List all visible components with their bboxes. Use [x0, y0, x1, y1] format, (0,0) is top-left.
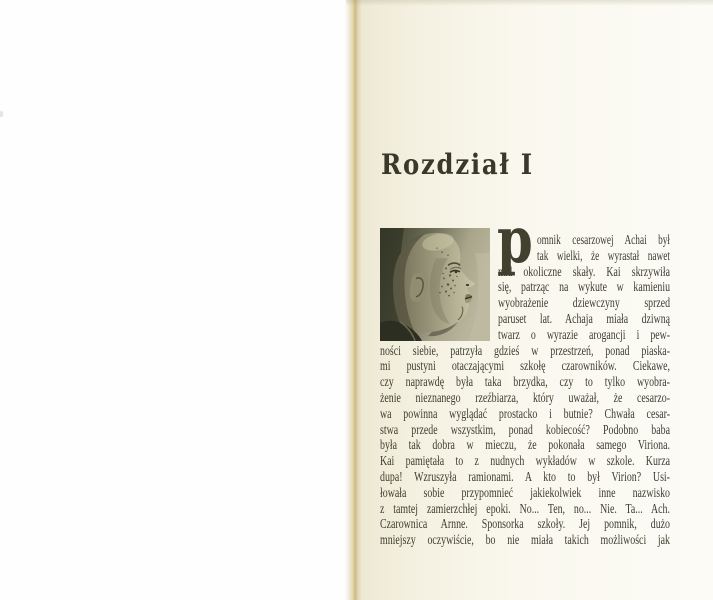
text-line: wyobrażenie dziewczyny sprzed — [498, 296, 670, 312]
text-line: mi pustyni otaczającymi szkołę czarowników. Ciekawe, — [380, 359, 670, 375]
text-block-full-width — [380, 344, 670, 549]
scan-artifact-speck — [0, 111, 3, 117]
iris — [455, 271, 458, 274]
text-line: dupa! Wzruszyła ramionami. A kto to był Virion? Usi- — [380, 469, 670, 485]
text-line: czy naprawdę była taka brzydka, czy to tylko wyobra- — [380, 375, 670, 391]
portrait-svg — [380, 228, 490, 341]
text-line: żenie nieznanego rzeźbiarza, który uważał, że cesarzo- — [380, 390, 670, 406]
text-line: stwa przede wszystkim, ponad kobiecość? Podobno baba — [380, 422, 670, 438]
text-line: łowała sobie przypomnieć jakiekolwiek inne nazwisko — [380, 485, 670, 501]
text-block-beside-dropcap — [537, 233, 670, 265]
dropcap-letter: p — [497, 203, 533, 278]
text-line: się, patrząc na wykute w kamieniu — [498, 280, 670, 296]
book-spine-page-edge — [344, 0, 362, 600]
text-line: ności siebie, patrzyła gdzieś w przestrzeń, ponad piaska- — [380, 343, 670, 359]
text-line: wa powinna wyglądać prostacko i butnie? Chwała cesar- — [380, 406, 670, 422]
text-line: była tak dobra w mieczu, że pokonała samego Viriona. — [380, 438, 670, 454]
portrait-illustration — [380, 228, 490, 341]
text-line: nad okoliczne skały. Kai skrzywiła — [498, 264, 670, 280]
text-line: Czarownica Arnne. Sponsorka szkoły. Jej pomnik, dużo — [380, 517, 670, 533]
text-line: z tamtej zamierzchłej epoki. No... Ten, no... Nie. Ta... Ach. — [380, 501, 670, 517]
text-line: tak wielki, że wyrastał nawet — [537, 248, 670, 264]
text-line: twarz o wyrazie arogancji i pew- — [498, 327, 670, 343]
text-line: Kai pamiętała to z nudnych wykładów w szkole. Kurza — [380, 454, 670, 470]
text-line: paruset lat. Achaja miała dziwną — [498, 311, 670, 327]
page-top-shadow — [346, 0, 713, 6]
nostril — [466, 284, 469, 286]
text-line: omnik cesarzowej Achai był — [537, 233, 670, 248]
text-line: mniejszy oczywiście, bo nie miała takich możliwości jak — [380, 533, 670, 549]
text-block-beside-image — [498, 265, 670, 344]
chapter-heading: Rozdział I — [381, 148, 534, 181]
